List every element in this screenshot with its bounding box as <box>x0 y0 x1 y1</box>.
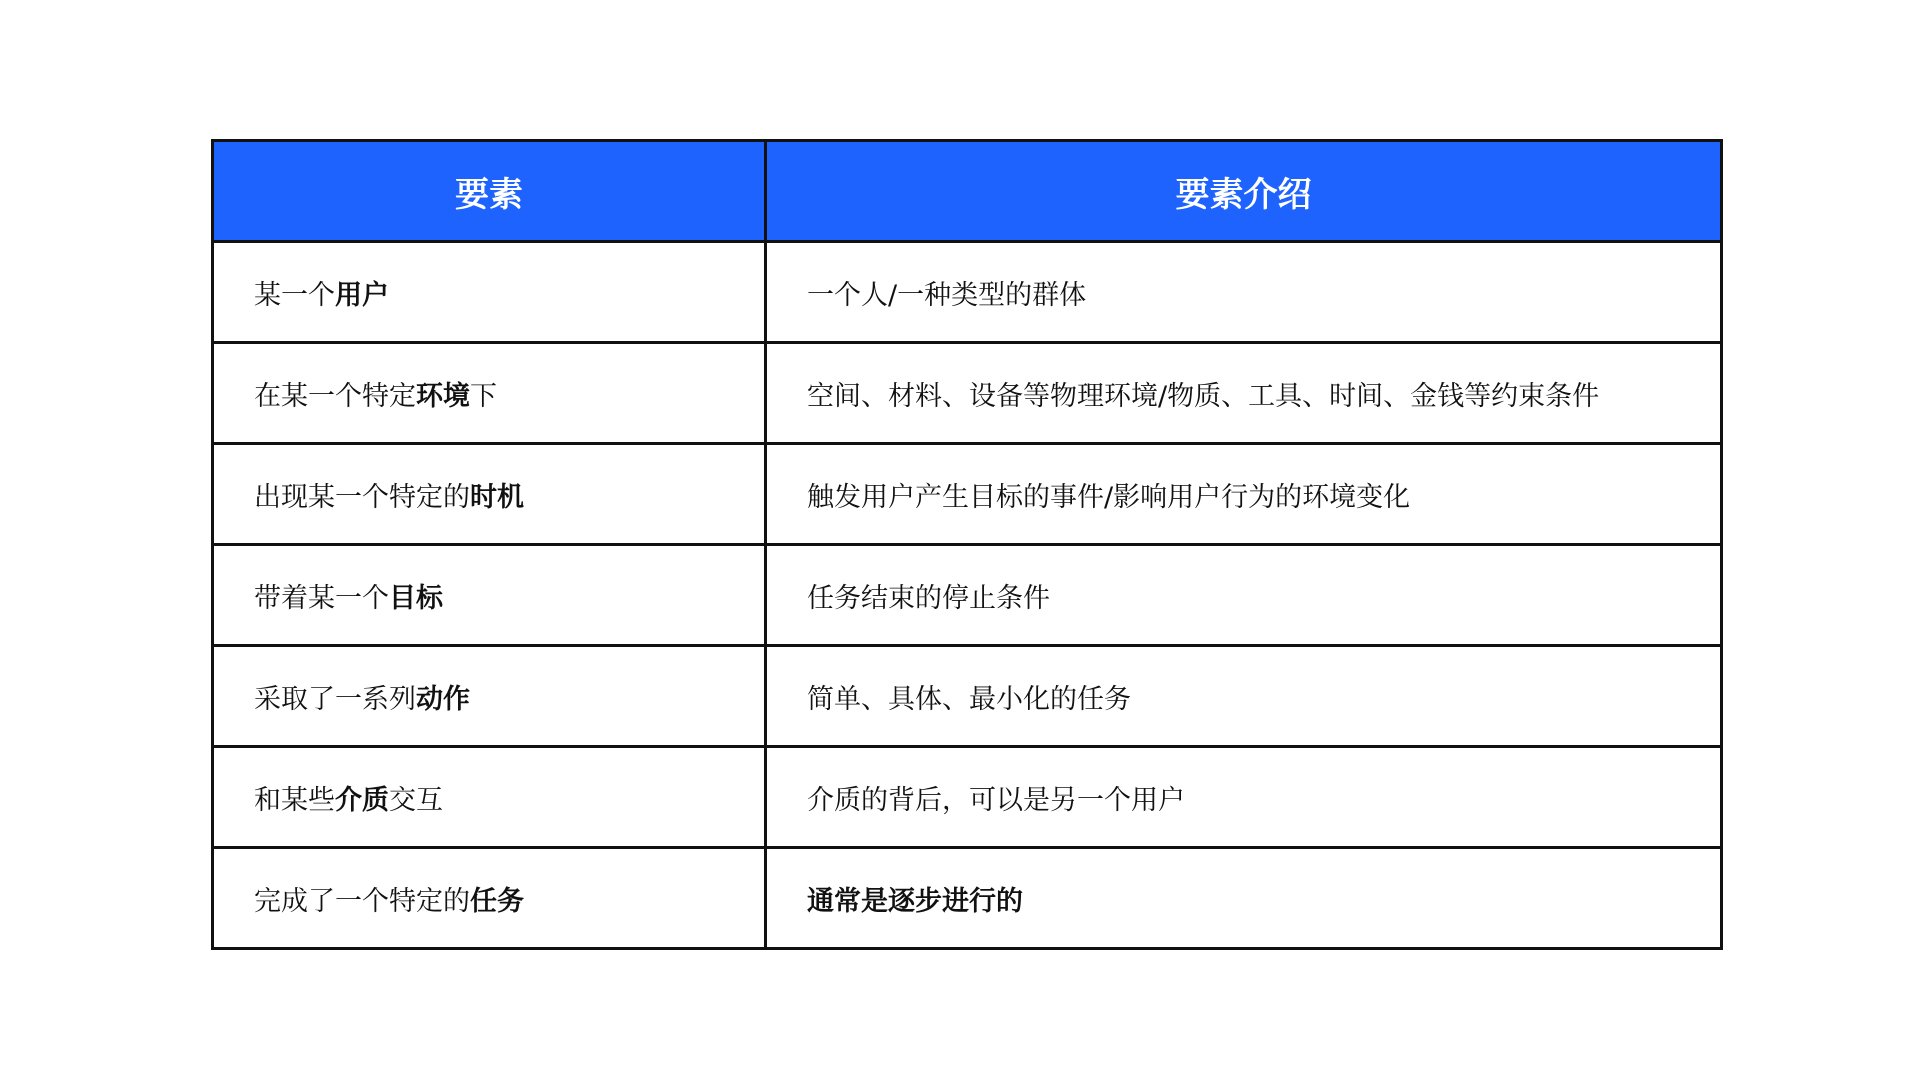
bold-keyword: 介质 <box>335 784 389 816</box>
text-segment: 完成了一个特定的 <box>254 885 470 917</box>
description-cell <box>766 848 1722 949</box>
description-cell <box>766 646 1722 747</box>
text-segment: 某一个 <box>254 279 335 311</box>
text-segment: 一个人/一种类型的群体 <box>807 279 1087 311</box>
text-segment: 和某些 <box>254 784 335 816</box>
element-cell <box>213 545 766 646</box>
text-segment: 采取了一系列 <box>254 683 416 715</box>
text-segment: 下 <box>470 380 497 412</box>
description-cell <box>766 747 1722 848</box>
table-row <box>213 646 1722 747</box>
elements-table <box>211 139 1723 950</box>
description-cell <box>766 343 1722 444</box>
element-cell <box>213 747 766 848</box>
table-header-row <box>213 141 1722 242</box>
table-row <box>213 343 1722 444</box>
bold-keyword: 用户 <box>335 279 389 311</box>
table-row <box>213 747 1722 848</box>
table-row <box>213 545 1722 646</box>
bold-keyword: 环境 <box>416 380 470 412</box>
text-segment: 交互 <box>389 784 443 816</box>
element-cell <box>213 343 766 444</box>
bold-keyword: 动作 <box>416 683 470 715</box>
element-cell <box>213 444 766 545</box>
text-segment: 简单、具体、最小化的任务 <box>807 683 1131 715</box>
bold-keyword: 时机 <box>470 481 524 513</box>
bold-keyword: 通常是逐步进行的 <box>807 885 1023 917</box>
description-cell <box>766 545 1722 646</box>
bold-keyword: 任务 <box>470 885 524 917</box>
element-cell <box>213 646 766 747</box>
text-segment: 在某一个特定 <box>254 380 416 412</box>
text-segment: 空间、材料、设备等物理环境/物质、工具、时间、金钱等约束条件 <box>807 380 1600 412</box>
description-cell <box>766 242 1722 343</box>
bold-keyword: 目标 <box>389 582 443 614</box>
table-body <box>213 242 1722 949</box>
text-segment: 带着某一个 <box>254 582 389 614</box>
text-segment: 出现某一个特定的 <box>254 481 470 513</box>
element-cell <box>213 848 766 949</box>
text-segment: 触发用户产生目标的事件/影响用户行为的环境变化 <box>807 481 1411 513</box>
header-element: 要素 <box>213 141 766 242</box>
table-row <box>213 848 1722 949</box>
table-row <box>213 444 1722 545</box>
element-cell <box>213 242 766 343</box>
elements-table-container <box>211 139 1720 950</box>
table-row <box>213 242 1722 343</box>
text-segment: 任务结束的停止条件 <box>807 582 1050 614</box>
text-segment: 介质的背后，可以是另一个用户 <box>807 784 1185 816</box>
header-description: 要素介绍 <box>766 141 1722 242</box>
description-cell <box>766 444 1722 545</box>
